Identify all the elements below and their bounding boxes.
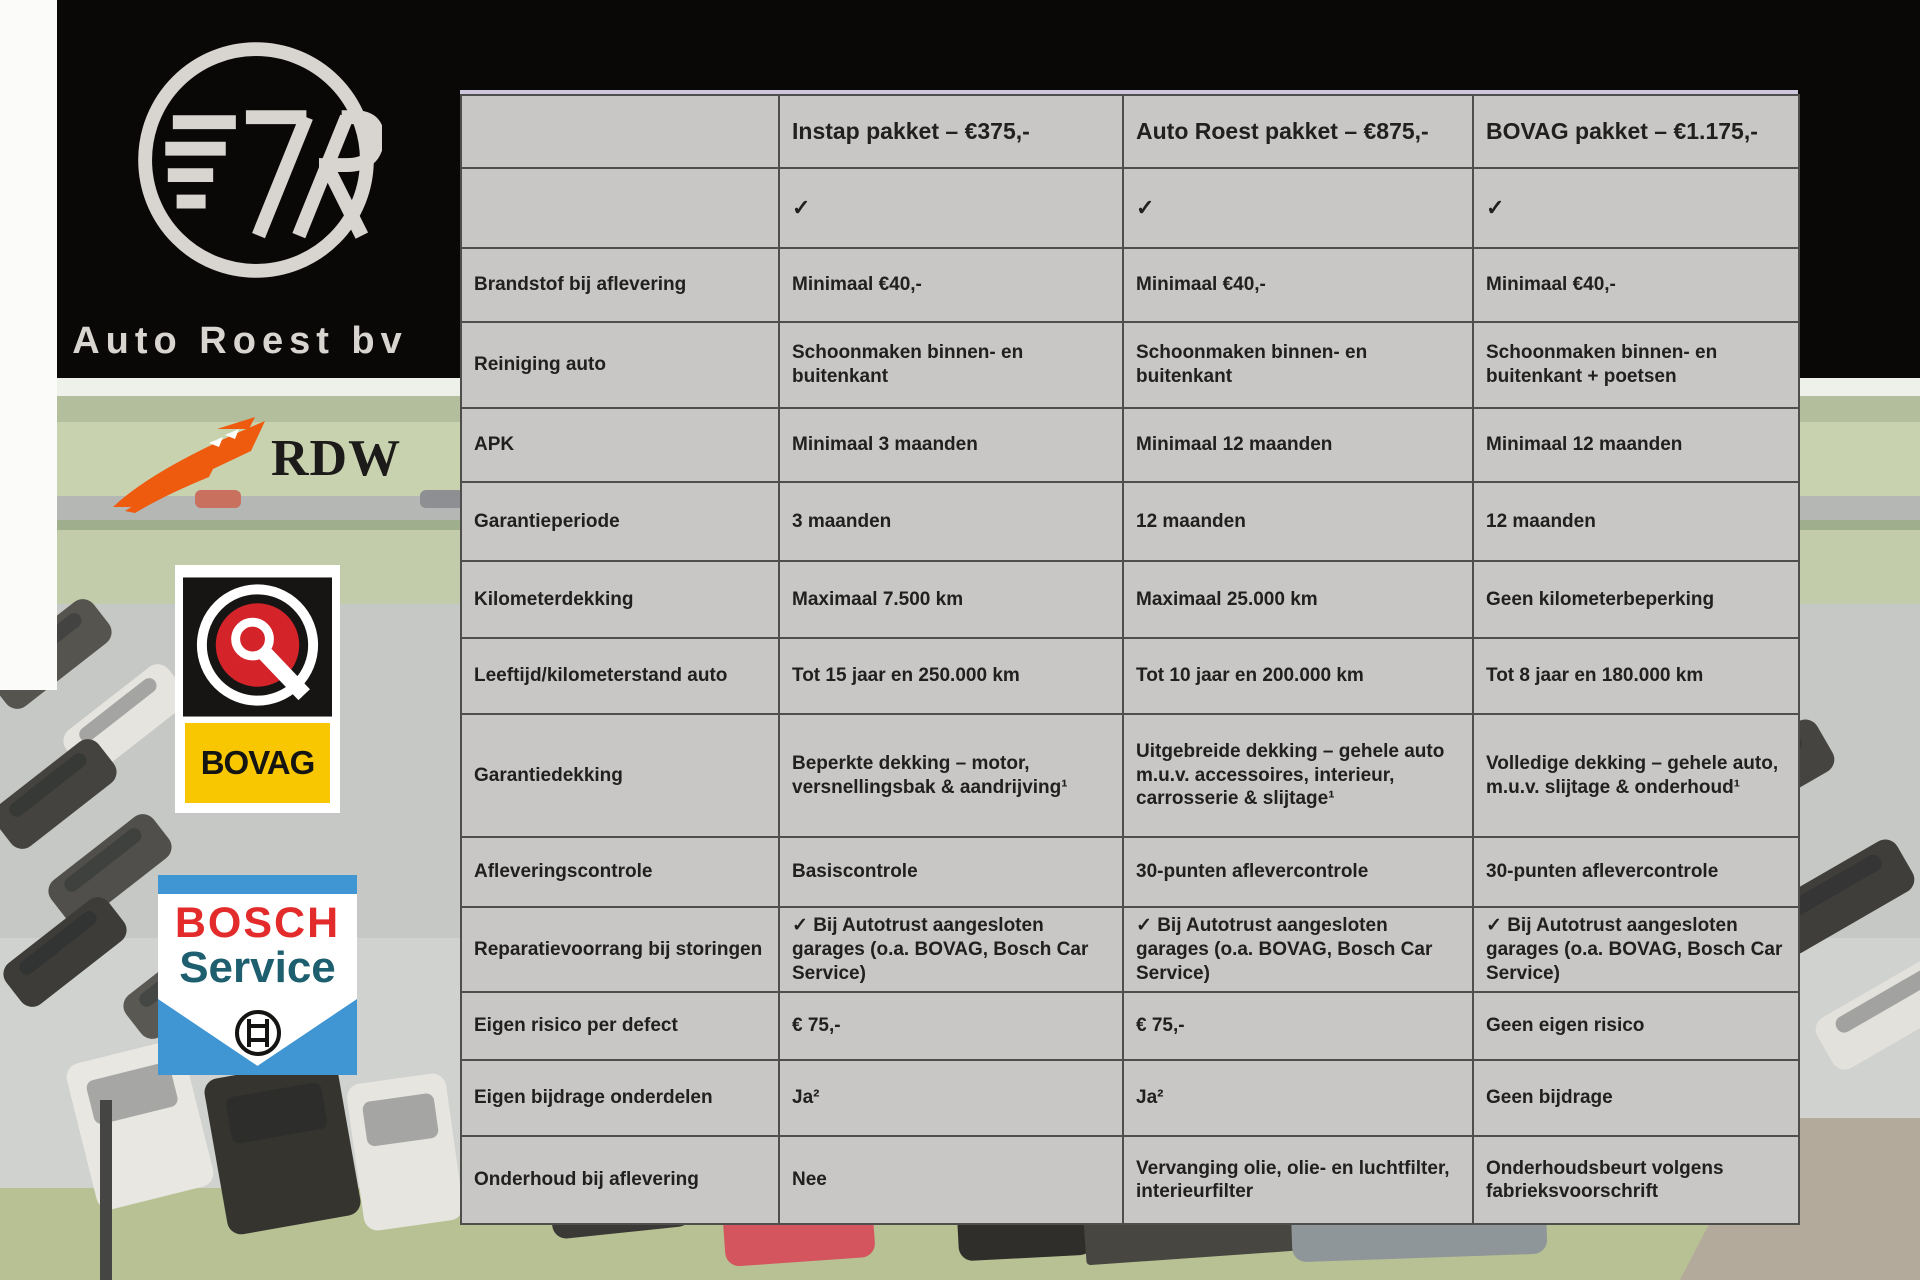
bovag-emblem-icon [183, 577, 332, 717]
value-cell: Tot 8 jaar en 180.000 km [1473, 638, 1799, 714]
row-label-cell [461, 168, 779, 248]
value-cell: Geen bijdrage [1473, 1060, 1799, 1136]
rdw-wing-icon [105, 415, 275, 515]
value-cell: ✓ Bij Autotrust aangesloten garages (o.a. BOVAG, Bosch Car Service) [1123, 907, 1473, 992]
check-icon: ✓ [1123, 168, 1473, 248]
value-cell: Volledige dekking – gehele auto, m.u.v. slijtage & onderhoud¹ [1473, 714, 1799, 837]
bosch-service-logo [158, 875, 357, 1075]
row-label-cell: APK [461, 408, 779, 482]
value-cell: Tot 15 jaar en 250.000 km [779, 638, 1123, 714]
bosch-service-wordmark: Service [179, 943, 336, 992]
table-row [461, 907, 1799, 992]
value-cell: Basiscontrole [779, 837, 1123, 907]
package-comparison-table [460, 90, 1798, 1225]
row-label-cell: Onderhoud bij aflevering [461, 1136, 779, 1224]
row-label-cell: Eigen risico per defect [461, 992, 779, 1060]
value-cell: Minimaal €40,- [779, 248, 1123, 322]
row-label-cell: Leeftijd/kilometerstand auto [461, 638, 779, 714]
value-cell: Maximaal 25.000 km [1123, 561, 1473, 638]
table-row [461, 1060, 1799, 1136]
check-icon: ✓ [779, 168, 1123, 248]
table-row [461, 714, 1799, 837]
table-row [461, 408, 1799, 482]
column-header-auto-roest: Auto Roest pakket – €875,- [1123, 95, 1473, 168]
table-header-row [461, 95, 1799, 168]
row-label-cell: Kilometerdekking [461, 561, 779, 638]
value-cell: 3 maanden [779, 482, 1123, 561]
bovag-wordmark: BOVAG [200, 744, 315, 781]
row-label-cell: Garantiedekking [461, 714, 779, 837]
bosch-bottom-panel [158, 999, 357, 1075]
row-label-cell: Reiniging auto [461, 322, 779, 408]
value-cell: Minimaal 12 maanden [1473, 408, 1799, 482]
bovag-logo [175, 565, 340, 813]
table-row [461, 248, 1799, 322]
header-empty-cell [461, 95, 779, 168]
value-cell: 12 maanden [1473, 482, 1799, 561]
value-cell: Minimaal 12 maanden [1123, 408, 1473, 482]
row-label-cell: Garantieperiode [461, 482, 779, 561]
auto-roest-monogram-icon [130, 34, 382, 286]
value-cell: Schoonmaken binnen- en buitenkant [1123, 322, 1473, 408]
column-header-bovag: BOVAG pakket – €1.175,- [1473, 95, 1799, 168]
value-cell: ✓ Bij Autotrust aangesloten garages (o.a. BOVAG, Bosch Car Service) [779, 907, 1123, 992]
value-cell: Minimaal €40,- [1473, 248, 1799, 322]
value-cell: Ja² [779, 1060, 1123, 1136]
table-row [461, 482, 1799, 561]
value-cell: Geen eigen risico [1473, 992, 1799, 1060]
bosch-armature-icon [232, 1007, 284, 1059]
row-label-cell: Reparatievoorrang bij storingen [461, 907, 779, 992]
value-cell: Onderhoudsbeurt volgens fabrieksvoorschrift [1473, 1136, 1799, 1224]
table-row [461, 638, 1799, 714]
photo-car [345, 1072, 465, 1232]
photo-car [420, 490, 464, 508]
value-cell: Maximaal 7.500 km [779, 561, 1123, 638]
value-cell: Nee [779, 1136, 1123, 1224]
value-cell: Schoonmaken binnen- en buitenkant [779, 322, 1123, 408]
bosch-blue-strip [158, 875, 357, 894]
table-row [461, 561, 1799, 638]
included-row [461, 168, 1799, 248]
value-cell: € 75,- [779, 992, 1123, 1060]
row-label-cell: Afleveringscontrole [461, 837, 779, 907]
value-cell: € 75,- [1123, 992, 1473, 1060]
rdw-logo [105, 415, 415, 515]
check-icon: ✓ [1473, 168, 1799, 248]
value-cell: Ja² [1123, 1060, 1473, 1136]
value-cell: Tot 10 jaar en 200.000 km [1123, 638, 1473, 714]
company-name: Auto Roest bv [72, 320, 408, 362]
auto-roest-branding [0, 0, 480, 378]
value-cell: Minimaal €40,- [1123, 248, 1473, 322]
column-header-instap: Instap pakket – €375,- [779, 95, 1123, 168]
value-cell: Geen kilometerbeperking [1473, 561, 1799, 638]
row-label-cell: Brandstof bij aflevering [461, 248, 779, 322]
value-cell: Vervanging olie, olie- en luchtfilter, interieurfilter [1123, 1136, 1473, 1224]
row-label-cell: Eigen bijdrage onderdelen [461, 1060, 779, 1136]
rdw-wordmark: RDW [271, 430, 402, 487]
value-cell: ✓ Bij Autotrust aangesloten garages (o.a. BOVAG, Bosch Car Service) [1473, 907, 1799, 992]
value-cell: Schoonmaken binnen- en buitenkant + poetsen [1473, 322, 1799, 408]
value-cell: Uitgebreide dekking – gehele auto m.u.v. accessoires, interieur, carrosserie & slijtage¹ [1123, 714, 1473, 837]
bovag-yellow-band [185, 723, 330, 803]
photo-lamp-post [100, 1100, 112, 1280]
value-cell: 30-punten aflevercontrole [1123, 837, 1473, 907]
value-cell: Beperkte dekking – motor, versnellingsbak & aandrijving¹ [779, 714, 1123, 837]
table-row [461, 837, 1799, 907]
table-row [461, 992, 1799, 1060]
table-row [461, 1136, 1799, 1224]
value-cell: 30-punten aflevercontrole [1473, 837, 1799, 907]
table-row [461, 322, 1799, 408]
value-cell: Minimaal 3 maanden [779, 408, 1123, 482]
photo-car [202, 1057, 362, 1236]
bosch-wordmark: BOSCH [174, 899, 341, 947]
value-cell: 12 maanden [1123, 482, 1473, 561]
